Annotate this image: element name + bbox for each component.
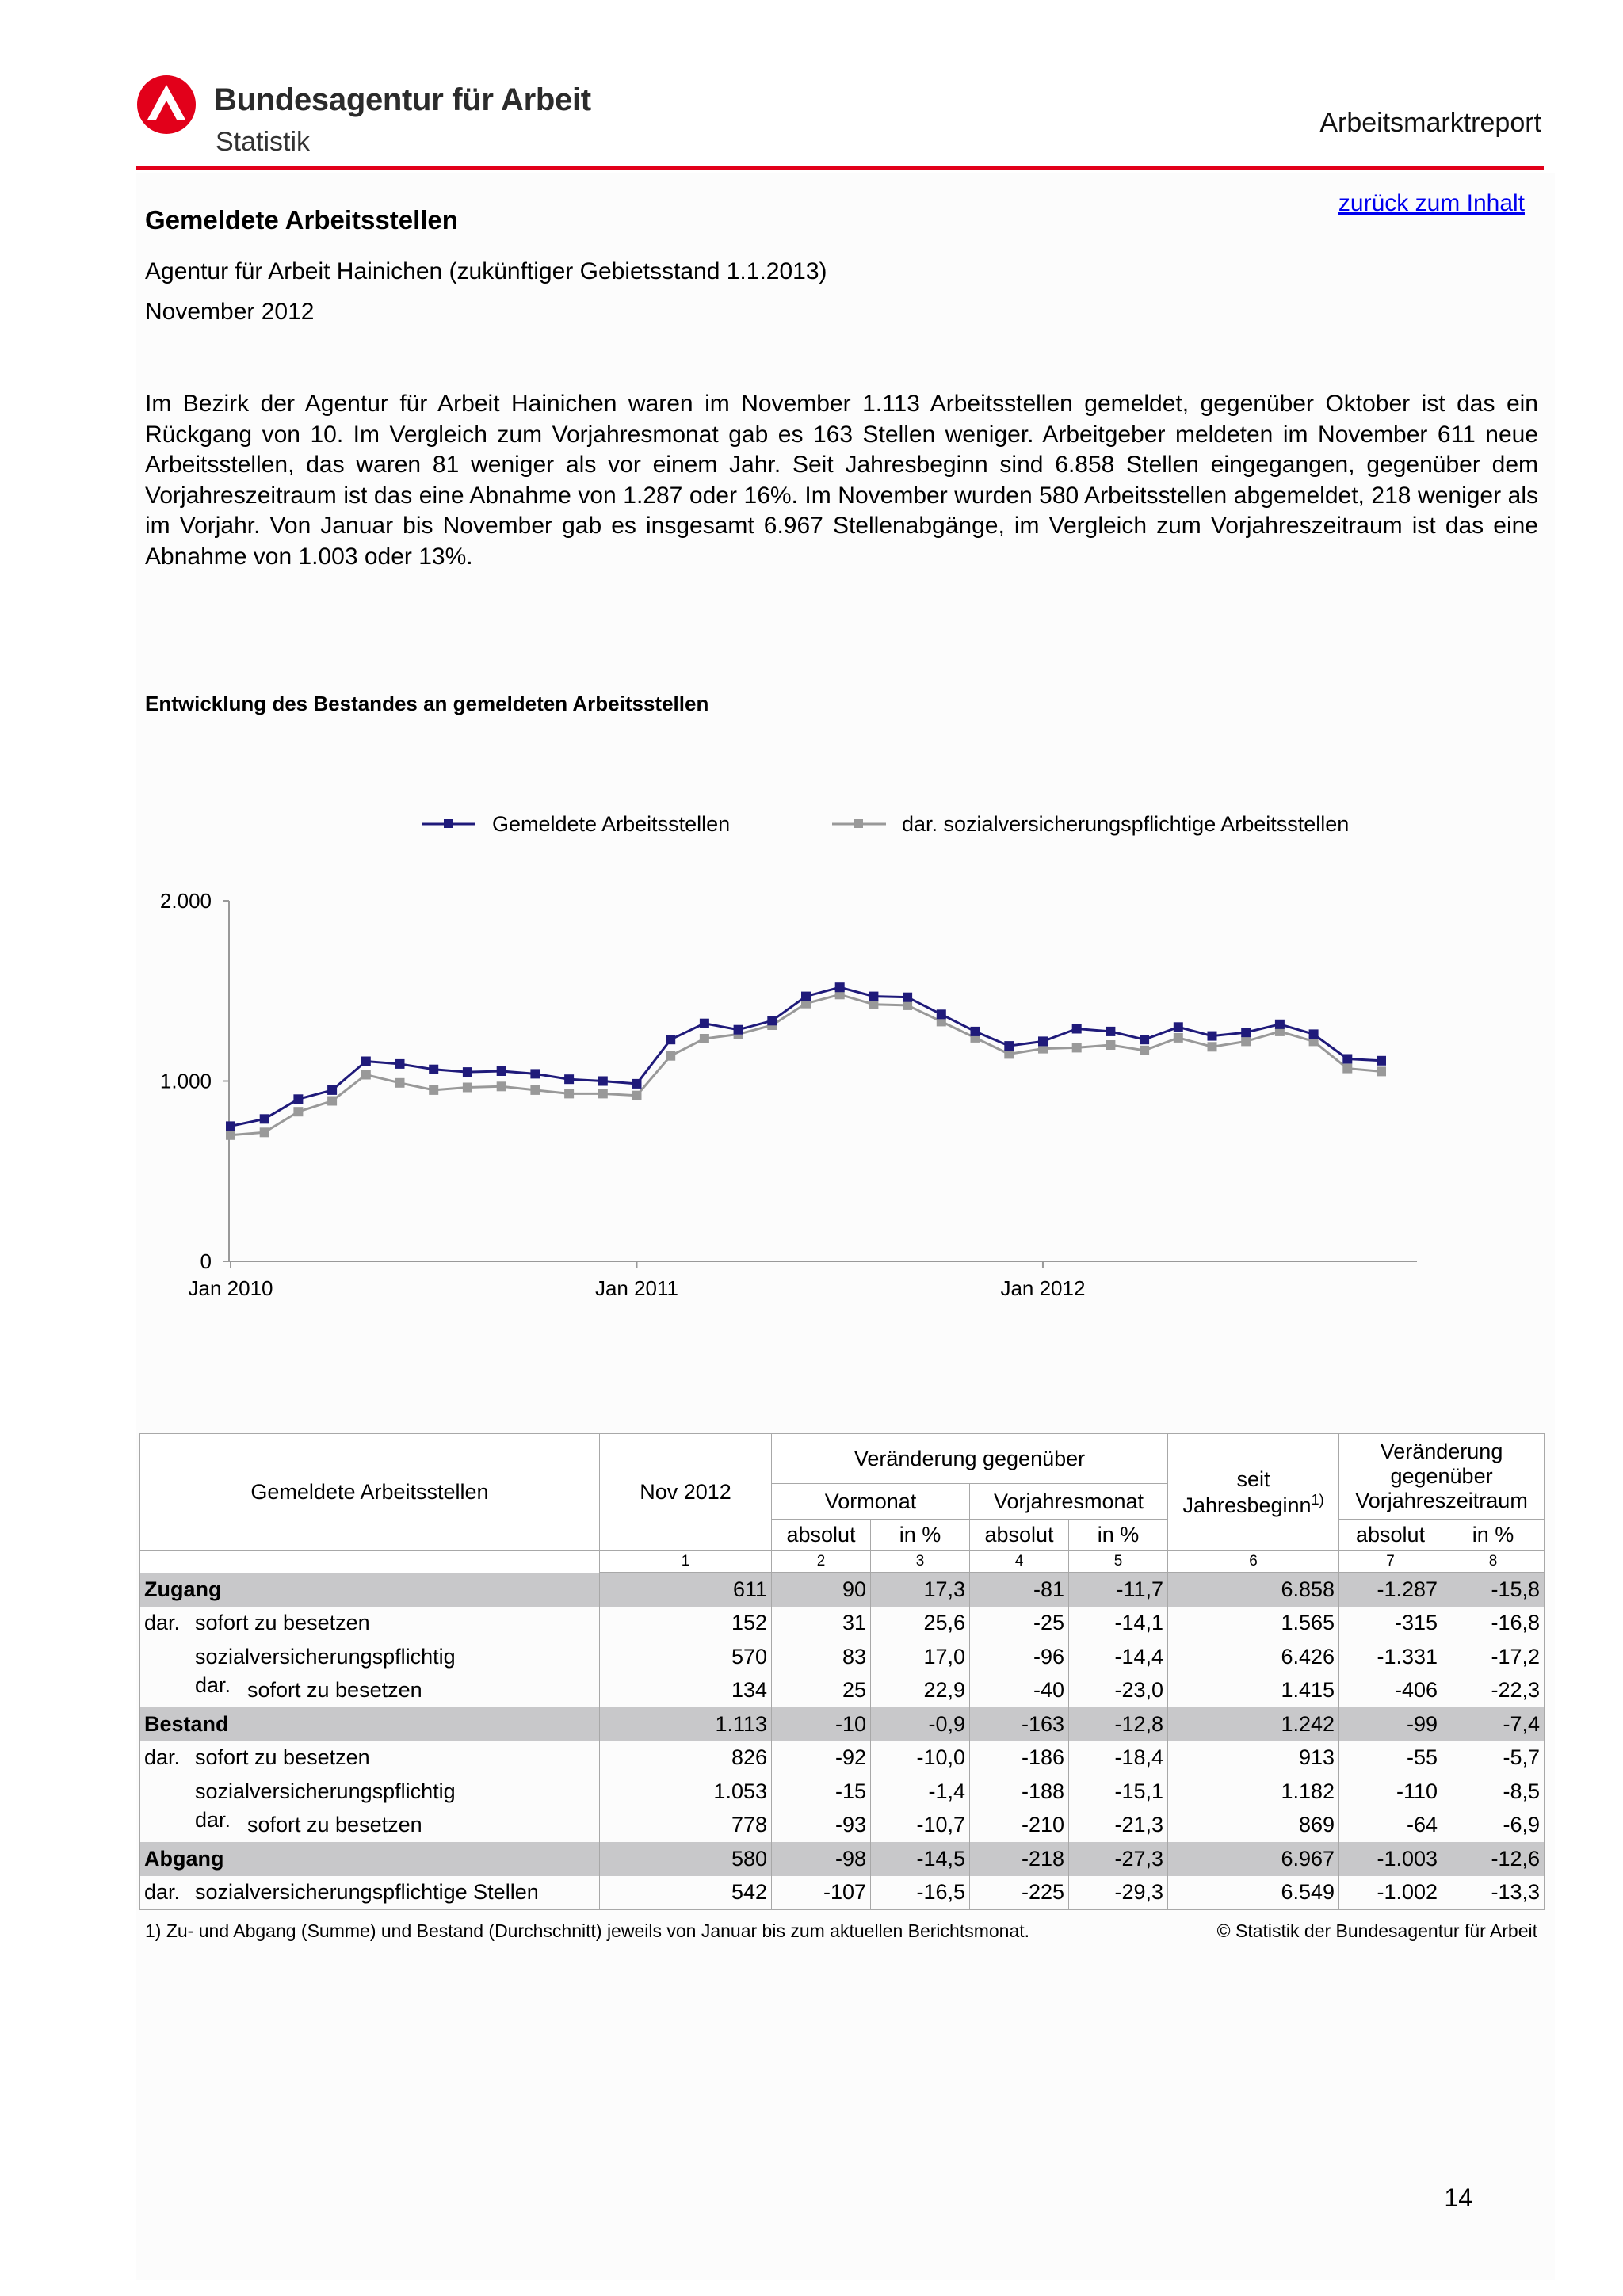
data-point — [1342, 1055, 1352, 1064]
row-label-text: sofort zu besetzen — [195, 1745, 370, 1770]
table-cell: 152 — [600, 1607, 772, 1641]
data-point — [293, 1094, 303, 1104]
chart-title: Entwicklung des Bestandes an gemeldeten Arbeitsstellen — [145, 692, 709, 715]
table-cell: -40 — [970, 1674, 1069, 1708]
row-group-label: Zugang — [144, 1577, 222, 1601]
table-cell: 1.053 — [600, 1775, 772, 1809]
data-point — [327, 1085, 337, 1095]
col-number-2: 2 — [772, 1551, 871, 1573]
data-point — [937, 1009, 946, 1019]
table-cell: 134 — [600, 1674, 772, 1708]
table-row — [140, 1741, 1545, 1775]
table-cell: -186 — [970, 1741, 1069, 1775]
table-cell: -12,6 — [1442, 1842, 1545, 1876]
table-cell: 25 — [772, 1674, 871, 1708]
table-cell: 1.182 — [1168, 1775, 1339, 1809]
table-cell: -218 — [970, 1842, 1069, 1876]
data-point — [564, 1074, 574, 1084]
data-point — [395, 1078, 405, 1088]
y-tick-label: 2.000 — [159, 889, 212, 913]
table-cell: 1.415 — [1168, 1674, 1339, 1708]
row-label-text: sofort zu besetzen — [195, 1611, 370, 1635]
data-point — [226, 1131, 235, 1140]
table-row — [140, 1809, 1545, 1843]
table-cell: 580 — [600, 1842, 772, 1876]
table-cell: -23,0 — [1069, 1674, 1168, 1708]
row-label — [140, 1640, 600, 1674]
table-cell: -1.287 — [1339, 1573, 1442, 1607]
data-point — [361, 1070, 371, 1080]
header-change-group: Veränderung gegenüber — [772, 1434, 1168, 1484]
row-prefix: dar. — [144, 1745, 181, 1770]
row-prefix: dar. — [144, 1880, 181, 1905]
data-point — [226, 1121, 235, 1131]
data-point — [429, 1085, 438, 1095]
data-point — [598, 1077, 608, 1086]
data-point — [463, 1083, 472, 1093]
table-cell: -10 — [772, 1707, 871, 1741]
table-cell: 22,9 — [871, 1674, 970, 1708]
row-label — [140, 1876, 600, 1910]
row-label-text: sofort zu besetzen — [247, 1678, 422, 1703]
table-cell: -14,5 — [871, 1842, 970, 1876]
row-prefix: dar. — [144, 1611, 181, 1635]
table-cell: -15,1 — [1069, 1775, 1168, 1809]
table-cell: -12,8 — [1069, 1707, 1168, 1741]
table-cell: -17,2 — [1442, 1640, 1545, 1674]
chart-legend — [422, 812, 1349, 836]
data-point — [1174, 1033, 1183, 1043]
table-cell: -64 — [1339, 1809, 1442, 1843]
data-point — [293, 1107, 303, 1116]
header-in-pct: in % — [1069, 1520, 1168, 1551]
table-cell: -5,7 — [1442, 1741, 1545, 1775]
table-cell: -210 — [970, 1809, 1069, 1843]
data-point — [463, 1067, 472, 1077]
header-absolut: absolut — [970, 1520, 1069, 1551]
report-month: November 2012 — [145, 299, 315, 325]
row-prefix: dar. — [195, 1808, 231, 1833]
table-cell: 83 — [772, 1640, 871, 1674]
report-title: Arbeitsmarktreport — [1319, 108, 1541, 138]
legend-label-series-1: Gemeldete Arbeitsstellen — [492, 812, 731, 836]
row-label — [140, 1842, 600, 1876]
row-group-label: Abgang — [144, 1846, 224, 1871]
col-number-1: 1 — [600, 1551, 772, 1573]
table-cell: -22,3 — [1442, 1674, 1545, 1708]
table-cell: 913 — [1168, 1741, 1339, 1775]
table-cell: -15,8 — [1442, 1573, 1545, 1607]
row-prefix: dar. — [195, 1673, 231, 1698]
table-cell: 90 — [772, 1573, 871, 1607]
table-row — [140, 1707, 1545, 1741]
copyright: © Statistik der Bundesagentur für Arbeit — [1216, 1920, 1537, 1941]
table-cell: -25 — [970, 1607, 1069, 1641]
table-body — [140, 1573, 1545, 1910]
table-cell: -6,9 — [1442, 1809, 1545, 1843]
data-point — [1072, 1024, 1082, 1034]
table-cell: -21,3 — [1069, 1809, 1168, 1843]
table-cell: 1.242 — [1168, 1707, 1339, 1741]
data-point — [260, 1127, 269, 1137]
org-name: Bundesagentur für Arbeit — [214, 82, 591, 117]
data-point — [1106, 1040, 1115, 1050]
row-group-label: Bestand — [144, 1711, 229, 1736]
data-point — [395, 1059, 405, 1069]
data-point — [734, 1025, 743, 1035]
data-point — [1377, 1056, 1386, 1066]
header-absolut: absolut — [1339, 1520, 1442, 1551]
footnote: 1) Zu- und Abgang (Summe) und Bestand (Durchschnitt) jeweils von Januar bis zum aktuellen Berichtsmonat. — [145, 1920, 1030, 1941]
data-point — [530, 1085, 540, 1095]
table-row — [140, 1775, 1545, 1809]
data-point — [666, 1051, 675, 1061]
data-point — [1004, 1049, 1014, 1058]
row-label — [140, 1674, 600, 1708]
row-label — [140, 1607, 600, 1641]
header-nov-2012: Nov 2012 — [600, 1434, 772, 1551]
col-number-8: 8 — [1442, 1551, 1545, 1573]
table-row — [140, 1876, 1545, 1910]
data-point — [1377, 1066, 1386, 1076]
data-point — [1072, 1043, 1082, 1052]
table-cell: -110 — [1339, 1775, 1442, 1809]
table-cell: -16,8 — [1442, 1607, 1545, 1641]
table-cell: 1.565 — [1168, 1607, 1339, 1641]
header-seit-jahresbeginn — [1168, 1434, 1339, 1551]
table-cell: 826 — [600, 1741, 772, 1775]
table-cell: 611 — [600, 1573, 772, 1607]
data-point — [1038, 1036, 1048, 1046]
org-subtitle: Statistik — [216, 127, 311, 157]
table-cell: -11,7 — [1069, 1573, 1168, 1607]
table-cell: 17,0 — [871, 1640, 970, 1674]
data-point — [497, 1081, 506, 1091]
data-point — [869, 1000, 878, 1009]
data-point — [1140, 1035, 1149, 1044]
table-cell: -7,4 — [1442, 1707, 1545, 1741]
row-label-text: sozialversicherungspflichtige Stellen — [195, 1880, 539, 1905]
data-point — [1275, 1020, 1285, 1029]
intro-paragraph: Im Bezirk der Agentur für Arbeit Hainichen waren im November 1.113 Arbeitsstellen gemeldet, gegenüber Oktober ist das ein Rückgang von 10. Im Vergleich zum Vorjahresmonat gab es 163 Stellen weniger. Arbeitgeber meldeten im November 611 neue Arbeitsstellen, das waren 81 weniger als vor einem Jahr. Seit Jahresbeginn sind 6.858 Stellen eingegangen, gegenüber dem Vorjahreszeitraum ist das eine Abnahme von 1.287 oder 16%. Im November wurden 580 Arbeitsstellen abgemeldet, 218 weniger als im Vorjahr. Von Januar bis November gab es insgesamt 6.967 Stellenabgänge, im Vergleich zum Vorjahreszeitraum ist das eine Abnahme von 1.003 oder 13%. — [145, 391, 1538, 570]
row-label — [140, 1775, 600, 1809]
col-number-6: 6 — [1168, 1551, 1339, 1573]
data-point — [869, 992, 878, 1001]
table-cell: -1.002 — [1339, 1876, 1442, 1910]
header-jahresbeginn: Jahresbeginn — [1182, 1493, 1312, 1517]
x-tick-label: Jan 2011 — [594, 1276, 679, 1300]
data-point — [327, 1097, 337, 1106]
table-cell: -10,0 — [871, 1741, 970, 1775]
table-cell: -1.003 — [1339, 1842, 1442, 1876]
data-point — [971, 1027, 980, 1036]
agency-line: Agentur für Arbeit Hainichen (zukünftiger Gebietsstand 1.1.2013) — [145, 258, 827, 284]
table-cell: 6.858 — [1168, 1573, 1339, 1607]
data-point — [1208, 1032, 1217, 1041]
header-divider — [136, 166, 1544, 170]
table-cell: -107 — [772, 1876, 871, 1910]
table-cell: 31 — [772, 1607, 871, 1641]
data-point — [801, 992, 811, 1001]
y-tick-label: 1.000 — [159, 1069, 212, 1093]
table-cell: -13,3 — [1442, 1876, 1545, 1910]
table-cell: 6.426 — [1168, 1640, 1339, 1674]
table-cell: -93 — [772, 1809, 871, 1843]
table-cell: -406 — [1339, 1674, 1442, 1708]
data-point — [666, 1035, 675, 1044]
header-vormonat: Vormonat — [772, 1484, 970, 1520]
data-point — [1208, 1042, 1217, 1051]
data-point — [632, 1091, 642, 1100]
table-cell: -225 — [970, 1876, 1069, 1910]
table-cell: 570 — [600, 1640, 772, 1674]
table-cell: -10,7 — [871, 1809, 970, 1843]
table-row — [140, 1640, 1545, 1674]
legend-label-series-2: dar. sozialversicherungspflichtige Arbeitsstellen — [902, 812, 1350, 836]
data-point — [1174, 1022, 1183, 1032]
data-point — [632, 1079, 642, 1089]
data-point — [903, 1001, 912, 1010]
data-point — [767, 1016, 777, 1025]
chart-axes — [160, 889, 1417, 1300]
header-vjz-line-2: gegenüber — [1390, 1464, 1493, 1488]
x-tick-label: Jan 2012 — [1000, 1276, 1086, 1300]
job-vacancies-table — [139, 1433, 1545, 1910]
data-point — [903, 993, 912, 1002]
chart-series — [226, 982, 1386, 1140]
table-cell: 869 — [1168, 1809, 1339, 1843]
col-number-3: 3 — [871, 1551, 970, 1573]
row-label — [140, 1741, 600, 1775]
table-cell: 6.967 — [1168, 1842, 1339, 1876]
header-vorjahreszeitraum — [1339, 1434, 1545, 1520]
table-cell: -14,4 — [1069, 1640, 1168, 1674]
data-point — [700, 1019, 709, 1028]
data-point — [700, 1034, 709, 1043]
table-cell: 1.113 — [600, 1707, 772, 1741]
header-absolut: absolut — [772, 1520, 871, 1551]
data-point — [1140, 1046, 1149, 1055]
table-cell: -96 — [970, 1640, 1069, 1674]
row-label — [140, 1707, 600, 1741]
header-in-pct: in % — [1442, 1520, 1545, 1551]
table-cell: 25,6 — [871, 1607, 970, 1641]
x-tick-label: Jan 2010 — [188, 1276, 273, 1300]
row-label-text: sofort zu besetzen — [247, 1813, 422, 1837]
data-point — [361, 1057, 371, 1066]
data-point — [1241, 1028, 1251, 1037]
table-cell: -18,4 — [1069, 1741, 1168, 1775]
data-point — [598, 1089, 608, 1098]
header-seit: seit — [1236, 1466, 1270, 1491]
table-cell: -1.331 — [1339, 1640, 1442, 1674]
table-cell: -163 — [970, 1707, 1069, 1741]
ba-logo-icon — [136, 74, 197, 135]
table-cell: -315 — [1339, 1607, 1442, 1641]
row-label — [140, 1573, 600, 1607]
table-cell: -188 — [970, 1775, 1069, 1809]
back-to-contents-link[interactable]: zurück zum Inhalt — [1338, 190, 1525, 216]
header-row-label: Gemeldete Arbeitsstellen — [140, 1434, 600, 1551]
table-cell: 6.549 — [1168, 1876, 1339, 1910]
line-chart — [136, 792, 1436, 1315]
table-cell: 17,3 — [871, 1573, 970, 1607]
data-point — [835, 982, 845, 992]
table-cell: 778 — [600, 1809, 772, 1843]
table-cell: -16,5 — [871, 1876, 970, 1910]
y-tick-label: 0 — [200, 1249, 212, 1273]
table-cell: -1,4 — [871, 1775, 970, 1809]
table-cell: -55 — [1339, 1741, 1442, 1775]
data-point — [497, 1066, 506, 1076]
table-row — [140, 1607, 1545, 1641]
table-cell: -0,9 — [871, 1707, 970, 1741]
row-label — [140, 1809, 600, 1843]
table-cell: -99 — [1339, 1707, 1442, 1741]
row-label-text: sozialversicherungspflichtig — [195, 1644, 456, 1669]
data-point — [1309, 1029, 1319, 1039]
data-point — [1241, 1036, 1251, 1046]
table-cell: 542 — [600, 1876, 772, 1910]
section-title: Gemeldete Arbeitsstellen — [145, 205, 458, 235]
header-vjz-line-1: Veränderung — [1380, 1440, 1503, 1463]
table-cell: -8,5 — [1442, 1775, 1545, 1809]
data-point — [1004, 1041, 1014, 1051]
table-cell: -27,3 — [1069, 1842, 1168, 1876]
data-point — [260, 1114, 269, 1123]
table-cell: -15 — [772, 1775, 871, 1809]
data-point — [1342, 1064, 1352, 1074]
legend-marker-series-2 — [854, 819, 863, 828]
header-vjz-line-3: Vorjahreszeitraum — [1355, 1489, 1528, 1512]
header-vorjahresmonat: Vorjahresmonat — [970, 1484, 1168, 1520]
data-point — [564, 1089, 574, 1098]
col-number-4: 4 — [970, 1551, 1069, 1573]
data-point — [429, 1065, 438, 1074]
legend-marker-series-1 — [444, 819, 453, 828]
table-cell: -81 — [970, 1573, 1069, 1607]
col-number-7: 7 — [1339, 1551, 1442, 1573]
col-number-5: 5 — [1069, 1551, 1168, 1573]
table-row — [140, 1842, 1545, 1876]
table-cell: -98 — [772, 1842, 871, 1876]
table-cell: -29,3 — [1069, 1876, 1168, 1910]
table-row — [140, 1674, 1545, 1708]
table-cell: -14,1 — [1069, 1607, 1168, 1641]
table-row — [140, 1573, 1545, 1607]
table-cell: -92 — [772, 1741, 871, 1775]
data-point — [1106, 1027, 1115, 1036]
row-label-text: sozialversicherungspflichtig — [195, 1779, 456, 1803]
data-point — [530, 1069, 540, 1078]
page-number: 14 — [1444, 2183, 1472, 2212]
header-in-pct: in % — [871, 1520, 970, 1551]
footnote-marker: 1) — [1311, 1491, 1324, 1508]
